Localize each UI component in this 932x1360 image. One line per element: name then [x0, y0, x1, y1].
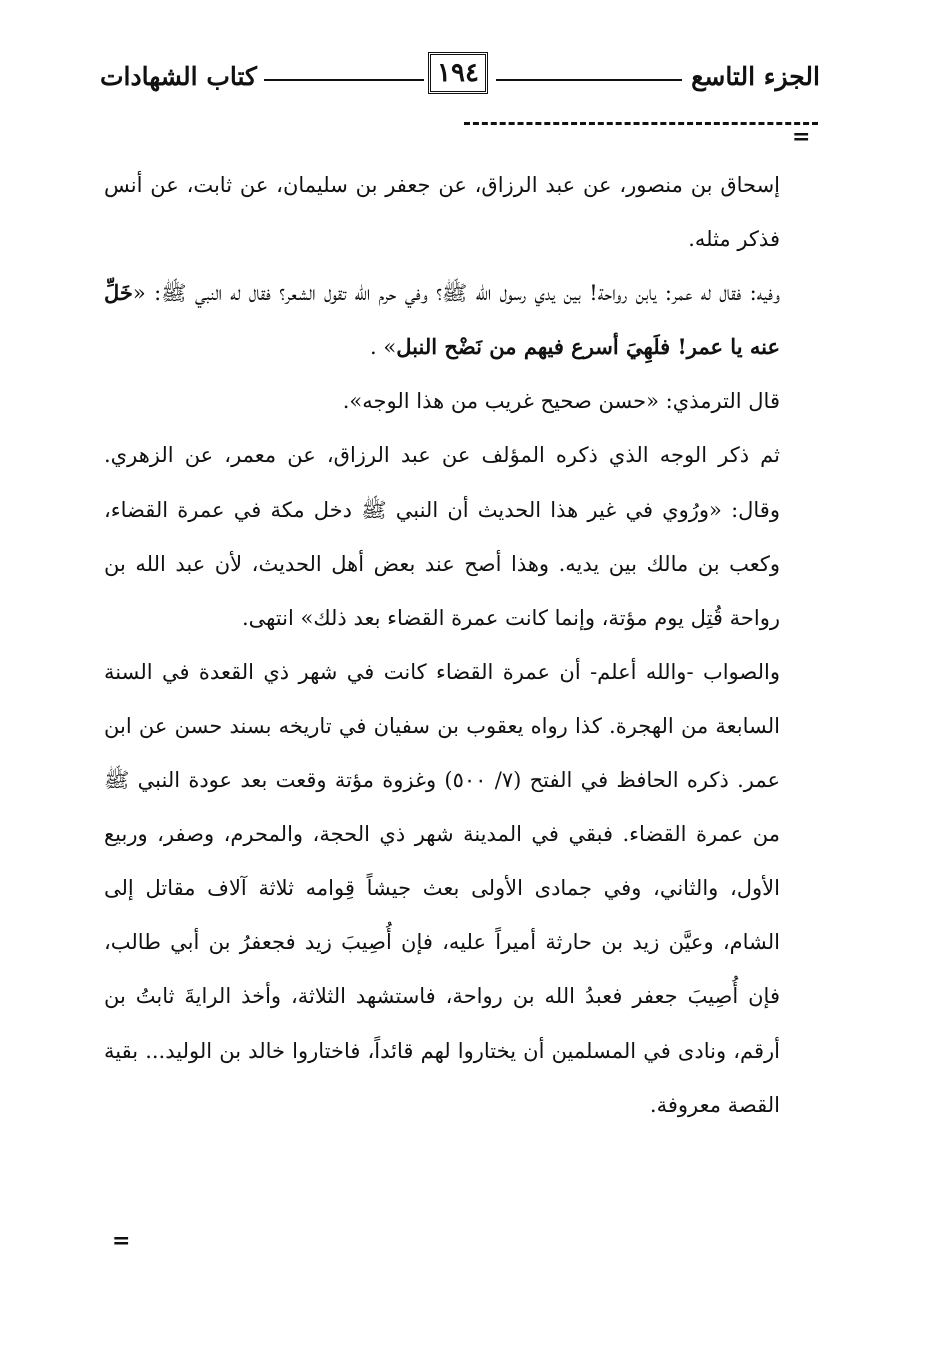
paragraph-text: وفيه: فقال له عمر: يابن رواحة! بين يدي رسول الله ﷺ؟ وفي حرم الله تقول الشعر؟ فقال له النبي ﷺ: « [132, 281, 780, 306]
volume-label: الجزء التاسع [691, 62, 820, 91]
paragraph [104, 266, 780, 374]
paragraph: إسحاق بن منصور، عن عبد الرزاق، عن جعفر بن سليمان، عن ثابت، عن أنس فذكر مثله. [104, 173, 780, 252]
paragraph: قال الترمذي: «حسن صحيح غريب من هذا الوجه». [342, 389, 780, 414]
continuation-mark-bottom: = [112, 1228, 131, 1254]
continuation-mark-top: = [792, 124, 811, 150]
header-rule-left [264, 79, 424, 81]
header-rule-right [496, 79, 682, 81]
paragraph-text: » . [370, 335, 397, 360]
running-header [100, 52, 820, 102]
hadith-quote: خَلِّ عنه يا عمر! فلَهِيَ أسرع فيهم من نَضْح النبل [104, 280, 780, 360]
header-dashed-rule [464, 122, 818, 125]
book-title: كتاب الشهادات [100, 62, 257, 91]
page-number: ١٩٤ [437, 58, 479, 88]
body-text [104, 158, 780, 1132]
page-number-box [428, 52, 488, 94]
paragraph: والصواب -والله أعلم- أن عمرة القضاء كانت في شهر ذي القعدة في السنة السابعة من الهجرة. كذا رواه يعقوب بن سفيان في تاريخه بسند حسن عن ابن عمر. ذكره الحافظ في الفتح (٧/ ٥٠٠) وغزوة مؤتة وقعت بعد عودة النبي ﷺ من عمرة القضاء. فبقي في المدينة شهر ذي الحجة، والمحرم، وصفر، وربيع الأول، والثاني، وفي جمادى الأولى بعث جيشاً قِوامه ثلاثة آلاف مقاتل إلى الشام، وعيَّن زيد بن حارثة أميراً عليه، فإن أُصِيبَ زيد فجعفرُ بن أبي طالب، فإن أُصِيبَ جعفر فعبدُ الله بن رواحة، فاستشهد الثلاثة، وأخذ الرايةَ ثابتُ بن أرقم، ونادى في المسلمين أن يختاروا لهم قائداً، فاختاروا خالد بن الوليد... بقية القصة معروفة. [104, 659, 780, 1117]
paragraph: ثم ذكر الوجه الذي ذكره المؤلف عن عبد الرزاق، عن معمر، عن الزهري. وقال: «ورُوي في غير هذا الحديث أن النبي ﷺ دخل مكة في عمرة القضاء، وكعب بن مالك بين يديه. وهذا أصح عند بعض أهل الحديث، لأن عبد الله بن رواحة قُتِل يوم مؤتة، وإنما كانت عمرة القضاء بعد ذلك» انتهى. [104, 443, 780, 630]
